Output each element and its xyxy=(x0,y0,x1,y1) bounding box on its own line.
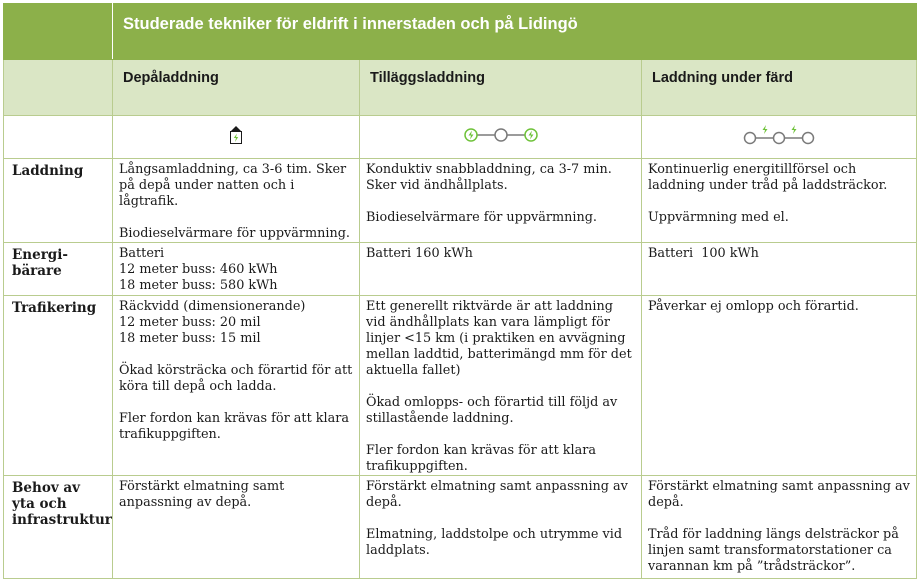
cell-behov-in-motion xyxy=(642,476,917,579)
cell-laddning-depot xyxy=(113,159,360,243)
cell-text: Fler fordon kan krävas för att klara trafikuppgiften. xyxy=(366,443,597,474)
row-label-laddning: Laddning xyxy=(4,159,113,243)
title-row xyxy=(4,4,917,60)
cell-text: Ökad omlopps- och förartid till följd av stillastående laddning. xyxy=(366,395,618,426)
cell-energi-in-motion xyxy=(642,243,917,296)
opportunity-icon-cell xyxy=(360,116,642,159)
cell-text: Kontinuerlig energitillförsel och laddning under tråd på laddsträckor. xyxy=(648,162,888,193)
cell-text: Biodieselvärmare för uppvärmning. xyxy=(119,226,350,241)
cell-text: Ett generellt riktvärde är att laddning vid ändhållplats kan vara lämpligt för linjer <15 km (i praktiken en avvägning mellan laddtid, batterimängd mm för det aktuella fallet) xyxy=(366,299,632,378)
opportunity-charging-icon xyxy=(463,127,539,143)
row-trafikering xyxy=(4,296,917,476)
cell-energi-opportunity xyxy=(360,243,642,296)
cell-text: Förstärkt elmatning samt anpassning av depå. xyxy=(648,479,910,510)
cell-behov-opportunity xyxy=(360,476,642,579)
depot-charging-icon xyxy=(230,126,242,144)
cell-trafik-depot xyxy=(113,296,360,476)
row-laddning xyxy=(4,159,917,243)
row-label-energibarare xyxy=(4,243,113,296)
row-label-trafikering: Trafikering xyxy=(4,296,113,476)
techniques-table xyxy=(3,3,917,579)
depot-icon-cell xyxy=(113,116,360,159)
row-behov xyxy=(4,476,917,579)
in-motion-icon-cell xyxy=(642,116,917,159)
column-header-row xyxy=(4,60,917,116)
cell-text: Batteri 12 meter buss: 460 kWh 18 meter buss: 580 kWh xyxy=(119,246,278,293)
cell-behov-depot xyxy=(113,476,360,579)
row-label-text: Energi-bärare xyxy=(12,247,68,279)
cell-text: Långsamladdning, ca 3-6 tim. Sker på depå under natten och i lågtrafik. xyxy=(119,162,347,209)
cell-text: Batteri 100 kWh xyxy=(648,246,759,261)
cell-text: Fler fordon kan krävas för att klara trafikuppgiften. xyxy=(119,411,350,442)
cell-text: Uppvärmning med el. xyxy=(648,210,789,225)
column-header-in-motion: Laddning under färd xyxy=(642,60,917,116)
cell-text: Påverkar ej omlopp och förartid. xyxy=(648,299,859,314)
in-motion-charging-icon xyxy=(743,125,815,145)
table-title: Studerade tekniker för eldrift i innerstaden och på Lidingö xyxy=(113,4,917,60)
cell-text: Ökad körsträcka och förartid för att köra till depå och ladda. xyxy=(119,363,353,394)
row-energibarare xyxy=(4,243,917,296)
cell-text: Räckvidd (dimensionerande) 12 meter buss: 20 mil 18 meter buss: 15 mil xyxy=(119,299,306,346)
cell-text: Batteri 160 kWh xyxy=(366,246,473,261)
column-header-depot: Depåladdning xyxy=(113,60,360,116)
cell-laddning-opportunity xyxy=(360,159,642,243)
cell-laddning-in-motion xyxy=(642,159,917,243)
cell-trafik-in-motion xyxy=(642,296,917,476)
cell-trafik-opportunity xyxy=(360,296,642,476)
cell-text: Elmatning, laddstolpe och utrymme vid laddplats. xyxy=(366,527,623,558)
column-header-opportunity: Tilläggsladdning xyxy=(360,60,642,116)
cell-text: Förstärkt elmatning samt anpassning av depå. xyxy=(366,479,628,510)
cell-text: Biodieselvärmare för uppvärmning. xyxy=(366,210,597,225)
cell-text: Förstärkt elmatning samt anpassning av depå. xyxy=(119,479,285,510)
icon-corner xyxy=(4,116,113,159)
cell-text: Tråd för laddning längs delsträckor på linjen samt transformatorstationer ca varannan km på ”trådsträckor”. xyxy=(648,527,899,574)
corner-cell xyxy=(4,4,113,60)
cell-text: Konduktiv snabbladdning, ca 3-7 min. Sker vid ändhållplats. xyxy=(366,162,612,193)
cell-energi-depot xyxy=(113,243,360,296)
header-corner xyxy=(4,60,113,116)
row-label-behov: Behov av yta och infrastruktur xyxy=(4,476,113,579)
icon-row xyxy=(4,116,917,159)
